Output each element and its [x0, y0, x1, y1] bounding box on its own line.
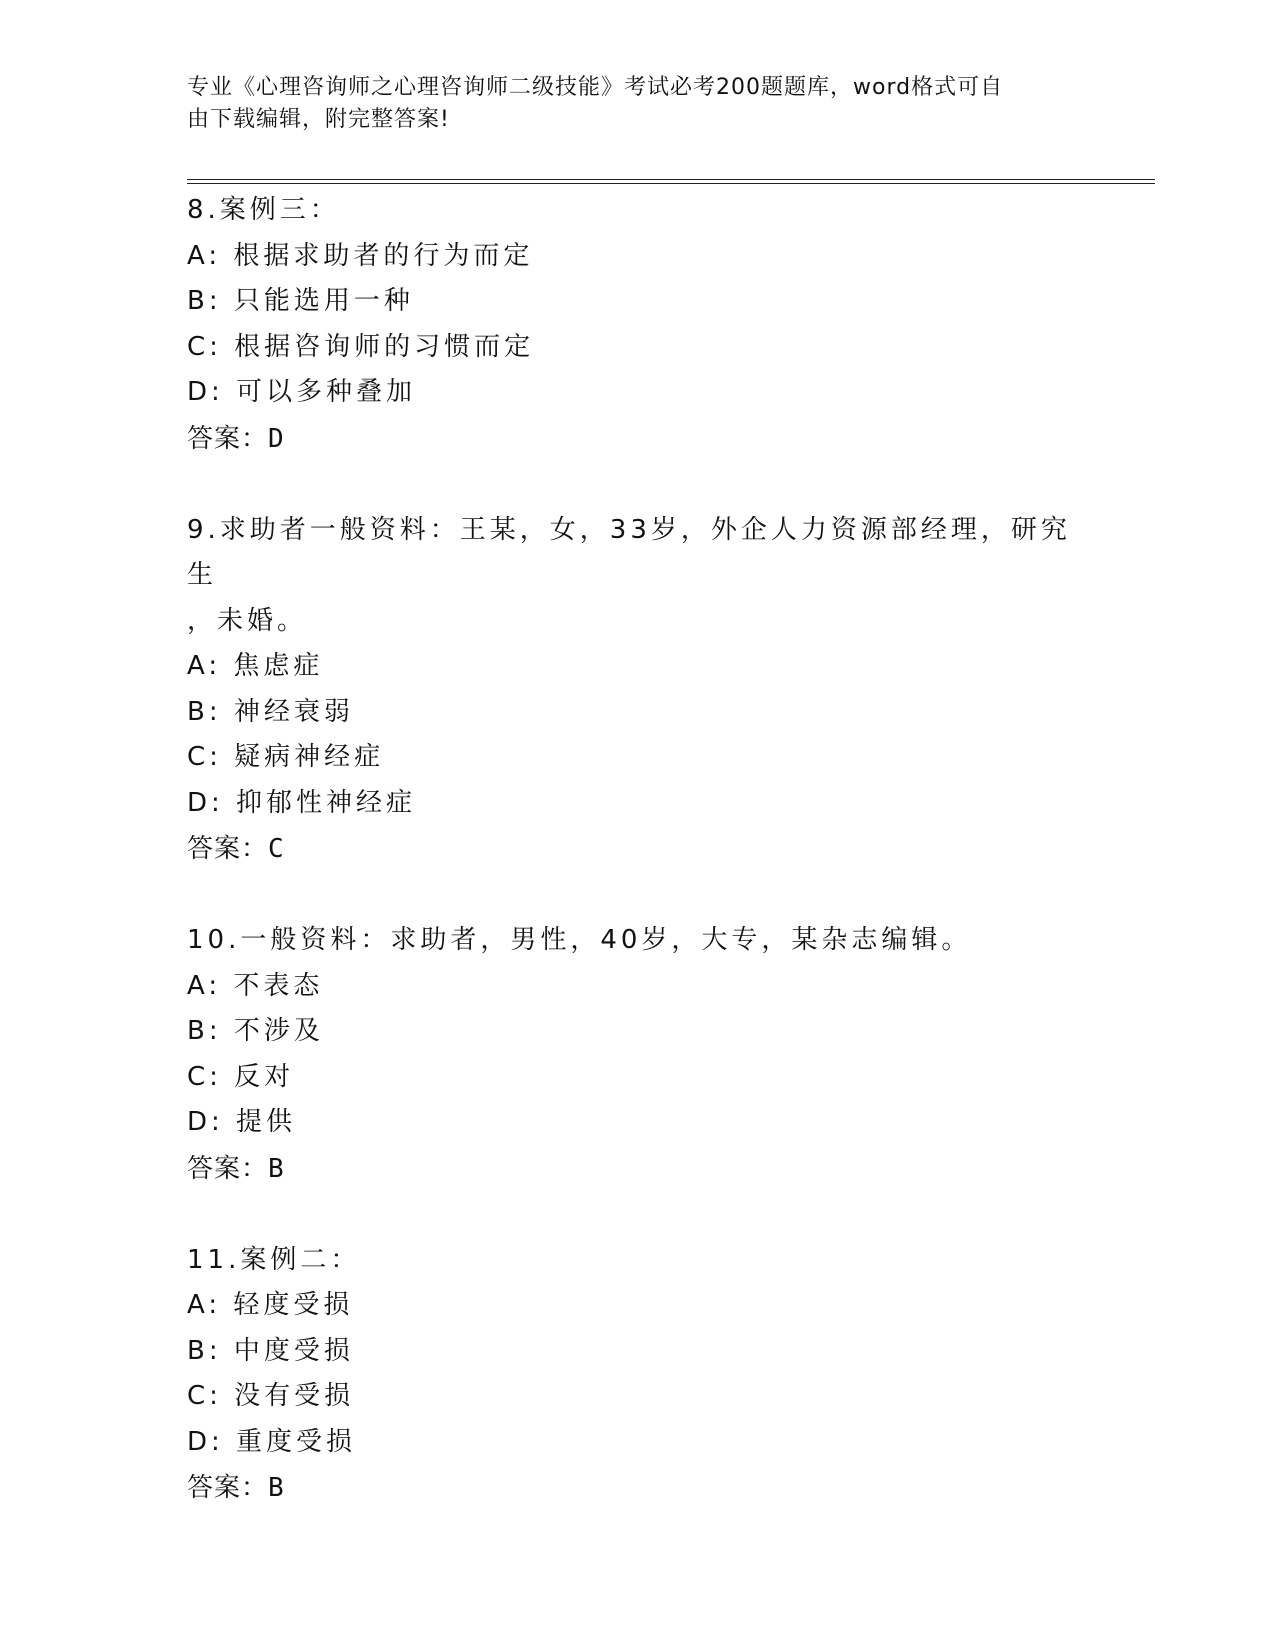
question-stem: 9.求助者一般资料：王某，女，33岁，外企人力资源部经理，研究生: [187, 514, 1071, 590]
header-divider-bottom: [187, 183, 1155, 184]
answer-label: 答案：: [187, 1153, 269, 1184]
answer-value: B: [268, 1153, 285, 1184]
answer: [187, 1146, 1087, 1192]
answer: [187, 1465, 1087, 1511]
option-a: A: 轻度受损: [187, 1290, 354, 1320]
option-d: D: 可以多种叠加: [187, 377, 417, 407]
option-b: B: 神经衰弱: [187, 696, 354, 727]
option-b: B: 不涉及: [187, 1016, 324, 1046]
answer-label: 答案：: [187, 834, 269, 864]
option-d: D: 提供: [187, 1107, 297, 1137]
question-stem: 8.案例三：: [187, 195, 340, 225]
question-stem: 11.案例二：: [187, 1244, 361, 1275]
option-d: D: 重度受损: [187, 1426, 357, 1457]
question-9: [187, 508, 1087, 873]
answer: [187, 826, 1087, 872]
option-a: A: 根据求助者的行为而定: [187, 240, 534, 271]
answer-label: 答案：: [187, 1473, 269, 1503]
question-10: [187, 918, 1087, 1192]
answer-value: D: [268, 423, 285, 454]
answer-label: 答案：: [187, 423, 269, 454]
header-line-1: 专业《心理咨询师之心理咨询师二级技能》考试必考200题题库，word格式可自: [187, 75, 1004, 100]
question-list: [187, 188, 1087, 1557]
header-divider-top: [187, 179, 1155, 180]
option-c: C: 疑病神经症: [187, 742, 385, 772]
option-a: A: 不表态: [187, 970, 324, 1001]
question-stem-continued: ，未婚。: [187, 605, 308, 636]
question-stem: 10.一般资料：求助者，男性，40岁，大专，某杂志编辑。: [187, 925, 972, 955]
option-c: C: 没有受损: [187, 1381, 355, 1411]
option-c: C: 反对: [187, 1061, 295, 1092]
answer-value: C: [268, 834, 285, 864]
option-c: C: 根据咨询师的习惯而定: [187, 331, 535, 362]
question-11: [187, 1238, 1087, 1512]
header-line-2: 由下载编辑，附完整答案!: [187, 107, 450, 132]
option-b: B: 只能选用一种: [187, 286, 414, 316]
document-header: [187, 72, 1067, 136]
answer: [187, 416, 1087, 462]
answer-value: B: [268, 1473, 285, 1503]
option-a: A: 焦虑症: [187, 651, 324, 681]
question-8: [187, 188, 1087, 462]
option-d: D: 抑郁性神经症: [187, 787, 417, 818]
option-b: B: 中度受损: [187, 1335, 354, 1366]
